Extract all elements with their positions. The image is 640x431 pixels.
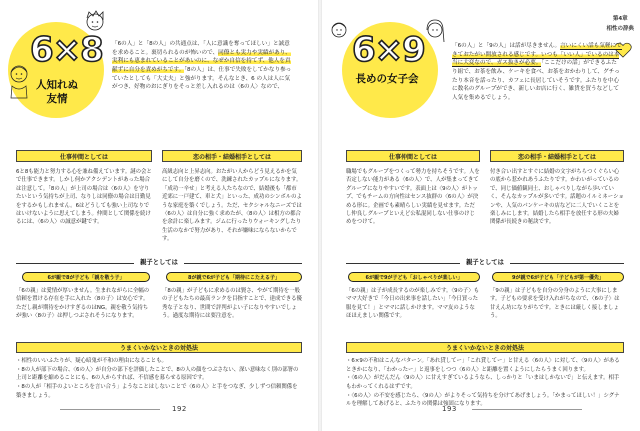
tip-item: ・〈6の人〉がだんだん〈9の人〉に甘えすぎているようなら、しっかりと「いまはしかないで」と伝えます。相手もわかってくれるはずです。 — [346, 375, 620, 390]
parent-child-text-1: 「6の親」は愛情が厚いません。生まれながらに全幅の信頼を置ける存在を手に入れた〈8の子〉は安心です。ただし親が期待をかけすぎるのはNG。親を敬う気持ちが強い〈8の子〉は押しつぶされそうになります。 — [16, 288, 150, 320]
tip-item: ・8の人が「相手のよいところを言い合う」ようなことはしないことで〈6の人〉と手をつなぎ、少しずつ信頼関係を築きましょう。 — [16, 383, 298, 399]
title-line-1: 人知れぬ — [36, 79, 78, 91]
parent-child-label-1: 6が親で8が子ども「親を敬う子」 — [22, 272, 150, 282]
work-section-header: 仕事仲間としては — [16, 150, 152, 162]
tip-item: ・6×9の不和はこんなパターン。「あれ貸してー」「これ貸してー」と甘える〈6の人〉に対して、〈9の人〉があるときかになり、「わかったー」と返事をしつつ〈6の人〉と距離を置くようにしたらうまく回ります。 — [346, 358, 620, 373]
boy-doodle-icon — [80, 6, 110, 42]
work-section-text: 6と8も能力と努力する心を兼ね備えています。謎の会とで仕事できます。しかし何かアクシデントがあった場合は注意して。「8の人」が上司の場合は〈6の人〉を守りたいという気持ちが上司、なりしは同僚の場合は日勤見をするかもしれません。6はどうしても強い上司なりではいけないように思えてしまう。仲間として関係を続けるには、〈6の人〉の誠意が鍵です。 — [16, 169, 152, 226]
work-section-text: 職場でもグループをつくって勢力を持ちそうです。人を否定しない能力がある〈6の人〉で、人が集まってきてグループになりやすいです。表面上は〈9の人〉がトップ、でもチームの方向性はセンス抜群の〈6の人〉が決める形に。企画でも素晴らしい実績を見せます。ただし仲良しグループといえど公私混同しない仕事のけじめをつけて。 — [346, 169, 480, 226]
chapter-title: 相性の辞典 — [606, 26, 634, 32]
intro-part-2: 同僚とも実力や実績があり、実利にも恵まれていることがあいのに、なぜか自信を持てず、他人を貢献ずに自分を責めがちです。 — [112, 49, 291, 73]
intro-part-1: 「6の人」と「8の人」の共通点は、「人に意識を奪ってほしい」と誠意を求めること。裏切られるのが怖いので、 — [112, 41, 290, 56]
tips-header: うまくいかないときの対処法 — [16, 342, 302, 353]
tip-item: ・〈6の人〉の不安を感じたら、〈9の人〉がよりそって気持ちを分けてあげましょう。「かまってほしい！」シグナルを理解してあげると、ふたりの関係は強固になります。 — [346, 392, 620, 408]
parent-child-text-2: 「9の親」は子どもを自分の分身のように大事にします。子どもの要求を受け入れがちなので、〈6の子〉は甘えん坊になりがちです。ときには厳しく接しましょう。 — [490, 288, 620, 320]
intro-text — [452, 42, 622, 103]
work-section-header: 仕事仲間としては — [346, 150, 480, 162]
intro-part-2: 言いにくい話も気軽にできておたがい開放される感じです。いつも「いい人」でいるのは本当に大変なので、ガス抜きが必要。 — [452, 43, 622, 67]
title-text — [26, 78, 88, 106]
love-section-text: 高級志向と上昇志向。おたがい人からどう見えるかを気にして自分を磨くので、洗練されたカップルになります。「成功一辛せ」と考える人たちなので、結婚後も「都市近郊に一戸建て、車と犬」といった、成功のシンボルのような家庭を築くでしょう。ただ、セクシャルなニーズでは〈6の人〉は自分に強く求めたが、〈8の人〉は相方の都合を余計に楽しみます。ジムに行ったりウォーキングしたり生活のなかで努力があり、それが嫌味にならないからです。 — [162, 169, 302, 242]
parent-child-title: 親子としては — [460, 259, 510, 266]
tips-list — [16, 357, 302, 400]
intro-part-3: 「8の人」は、仕事で失敗をしてかなり参っていたとしても「大丈夫」と強がります。そんなとき、6 の人は人に気がつき、好物のおにぎりをそっと差し入れるのは〈6の人〉なので、 — [112, 66, 292, 91]
title-numbers: 6×9 — [352, 30, 425, 70]
love-section-header: 恋の相手・結婚相手としては — [490, 150, 624, 162]
parent-child-text-1: 「6の親」は子が成長するのが楽しみです。〈9の子〉もママ大好きで「今日の出来事を話したい」「今日買った服を見て！」とママに話しかけます。ママ友のようなほほえましい関係です。 — [346, 288, 480, 320]
intro-part-3: 「ここだけの話」ができるふたり組で、お茶を飲み、ケーキを食べ、お茶をおかわりして、グチったり本音を話ったり、カフェに長居していそうです。ふたりを中心に数名のグループができ、新しいお店に行く、雑貨を買うなどして人気を集めるでしょう。 — [452, 60, 620, 101]
page-number: 192 — [172, 405, 187, 413]
love-section-header: 恋の相手・結婚相手としては — [162, 150, 302, 162]
chapter-number: 第4章 — [612, 16, 628, 22]
intro-text — [112, 40, 292, 92]
tip-item: ・8の人が部下の場合、〈6の人〉が自分の部下を評価したことで、8の人の顔をつぶさない、深い意味なく別の部署の上司と距離を縮めることにも、6の人からすれば、不信感を募らせる原因です。 — [16, 366, 299, 382]
intro-part-1: 「6の人」と「9の人」は話が尽きません。 — [452, 43, 561, 49]
title-line-2: 友情 — [46, 93, 68, 106]
girl-doodle-icon — [328, 18, 350, 52]
tips-list — [346, 357, 624, 409]
tip-item: ・相性のいいふたりが、疑心暗鬼が不和の理由になることも。 — [16, 358, 167, 364]
left-page — [0, 0, 318, 431]
page-number-rule — [60, 409, 160, 410]
page-number-rule — [472, 409, 582, 410]
parent-child-label-2: 9が親で6が子ども「子どもが第一優先」 — [492, 272, 624, 282]
parent-child-title: 親子としては — [134, 259, 184, 266]
title-numbers: 6×8 — [30, 30, 103, 70]
title-line-1: 長めの女子会 — [355, 73, 419, 85]
page-number: 193 — [442, 405, 457, 413]
parent-child-label-1: 6が親で9が子ども「おしゃべりが楽しい」 — [348, 272, 480, 282]
love-section-text: 付き合い出すとすぐに結婚の文字がちらつくぐらい心の底から惹かれあうふたりです。かわいがっているので、同じ価値観同士、おしゃべりしながら歩いていく、そんなカップルが多いです。話題のイルミネーションや、人気のパンケーキの店などに二人でいくことを楽しみにします。結婚したら相手を放任する形の夫婦関係が長続きの秘訣です。 — [490, 169, 624, 226]
tips-header: うまくいかないときの対処法 — [346, 342, 624, 353]
right-page — [322, 0, 640, 431]
parent-child-text-2: 「8の親」が子どもに求めるのは賢さ、やがて期待を一般の子どもたちの最高ランクを目指すことで、達成できる優秀な子となり、世間で評判がよい子になりやすいでしょう。過度な期待には要注意を。 — [162, 288, 302, 320]
girl-doodle-icon — [6, 60, 32, 100]
parent-child-label-2: 8が親で6が子ども「期待にこたえる子」 — [166, 272, 302, 282]
chapter-tag — [606, 14, 634, 32]
woman-doodle-icon — [422, 16, 448, 50]
title-text — [344, 72, 430, 86]
